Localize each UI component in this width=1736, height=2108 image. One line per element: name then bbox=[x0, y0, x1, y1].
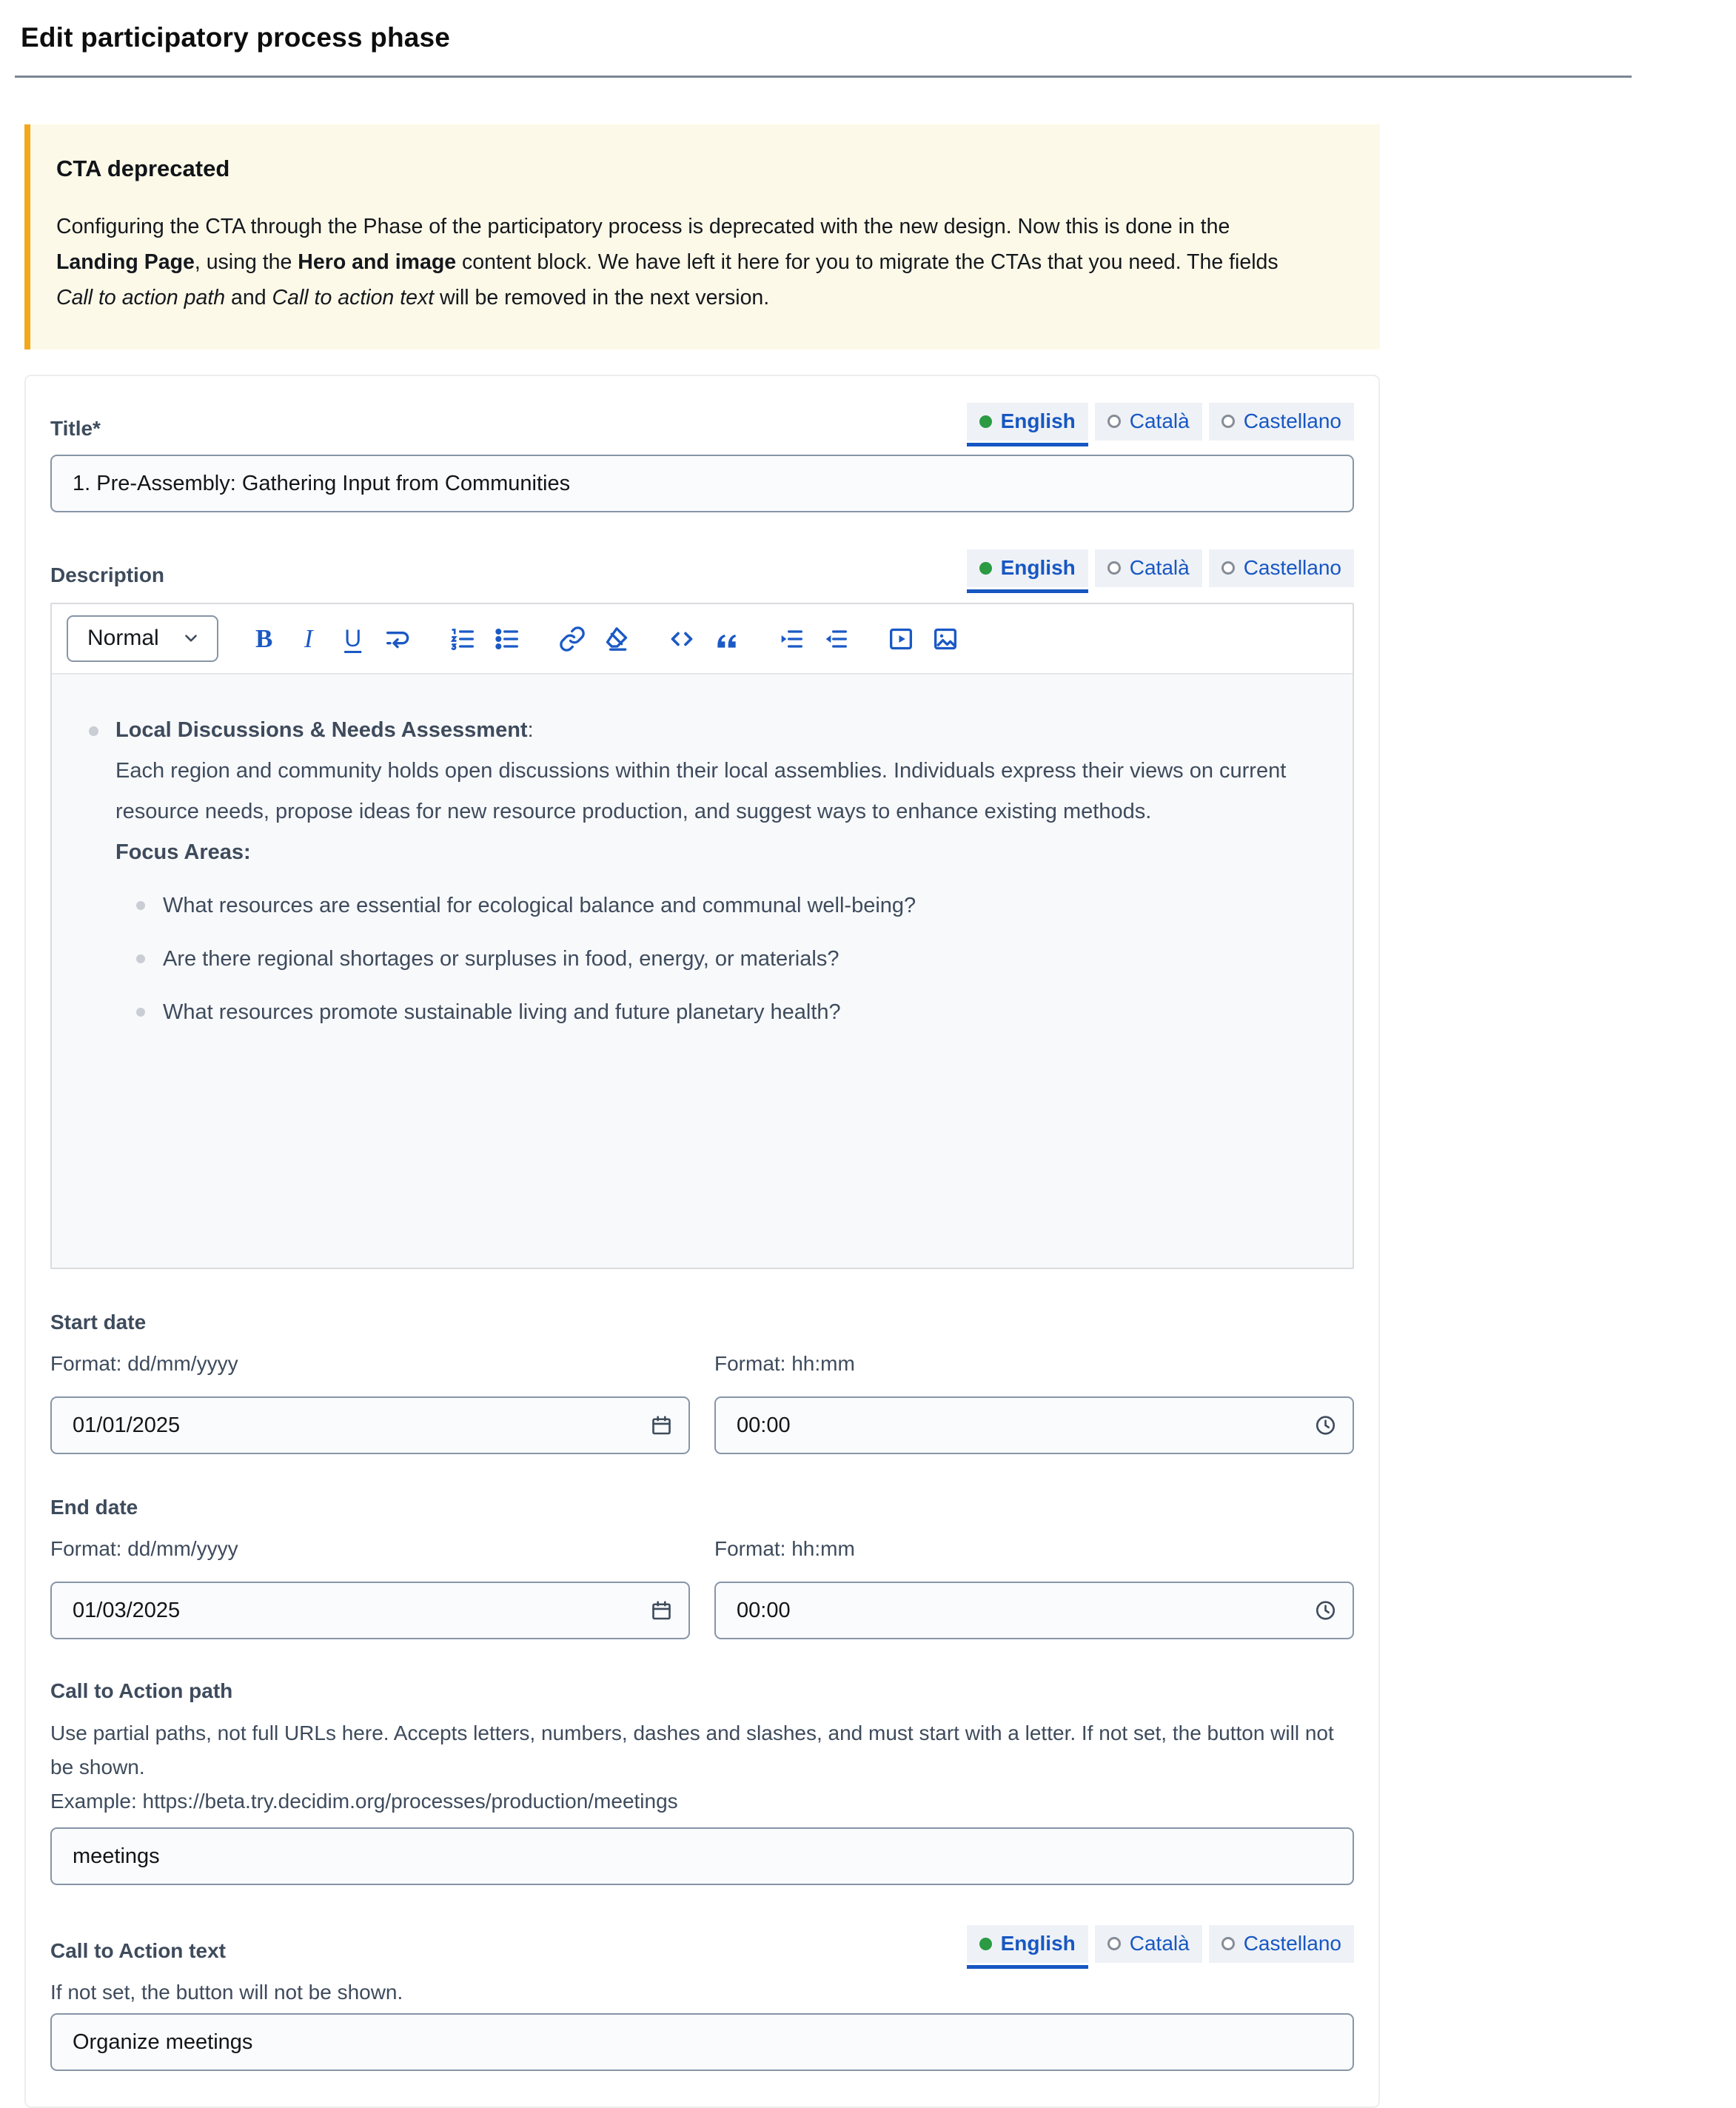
callout-title: CTA deprecated bbox=[56, 155, 230, 181]
insert-image-button[interactable] bbox=[926, 620, 965, 658]
nested-list bbox=[115, 886, 1320, 1033]
cta-path-input[interactable] bbox=[50, 1827, 1354, 1885]
cta-text-help: If not set, the button will not be shown. bbox=[50, 1981, 403, 2004]
cta-text-input[interactable] bbox=[50, 2013, 1354, 2071]
language-tab-label: English bbox=[1000, 409, 1076, 432]
list-item bbox=[87, 710, 1320, 1033]
language-tab-catala[interactable] bbox=[1095, 549, 1202, 587]
italic-icon: I bbox=[304, 623, 313, 653]
title-label: Title* bbox=[50, 417, 101, 440]
start-date-label: Start date bbox=[50, 1311, 147, 1334]
start-time-input[interactable] bbox=[714, 1396, 1354, 1454]
end-time-format-hint: Format: hh:mm bbox=[714, 1537, 855, 1560]
cta-text-label: Call to Action text bbox=[50, 1939, 226, 1962]
end-date-input[interactable] bbox=[50, 1582, 690, 1639]
description-language-selector bbox=[967, 549, 1354, 587]
nested-list-item: Are there regional shortages or surpluses in food, energy, or materials? bbox=[136, 939, 1320, 980]
end-time-input[interactable] bbox=[714, 1582, 1354, 1639]
bold-icon: B bbox=[255, 623, 273, 653]
italic-button[interactable] bbox=[289, 620, 328, 658]
list-item-bold-text: Local Discussions & Needs Assessment bbox=[115, 718, 528, 742]
bullet-list-button[interactable] bbox=[488, 620, 526, 658]
language-tab-english[interactable] bbox=[967, 1925, 1088, 1963]
video-icon bbox=[886, 624, 916, 654]
title-language-selector bbox=[967, 403, 1354, 441]
indent-decrease-button[interactable] bbox=[817, 620, 855, 658]
callout-bold-landing-page: Landing Page bbox=[56, 250, 195, 274]
callout-italic-cta-path: Call to action path bbox=[56, 286, 226, 309]
start-date-format-hint: Format: dd/mm/yyyy bbox=[50, 1352, 238, 1375]
start-time-format-hint: Format: hh:mm bbox=[714, 1352, 855, 1375]
selected-language-dot-icon bbox=[979, 562, 992, 575]
cta-path-example: Example: https://beta.try.decidim.org/processes/production/meetings bbox=[50, 1790, 678, 1813]
callout-text: , using the bbox=[194, 250, 298, 274]
list-item-text: : bbox=[527, 718, 534, 742]
indent-increase-button[interactable] bbox=[772, 620, 811, 658]
language-tab-label: Castellano bbox=[1243, 556, 1341, 579]
callout-text: and bbox=[225, 286, 272, 309]
calendar-icon[interactable] bbox=[649, 1599, 674, 1623]
indent-decrease-icon bbox=[821, 624, 851, 654]
callout-text: Configuring the CTA through the Phase of the participatory process is deprecated with the new design. Now this is done in the bbox=[56, 215, 1230, 238]
chevron-down-icon bbox=[181, 629, 201, 648]
cta-text-language-selector bbox=[967, 1925, 1354, 1963]
header-divider bbox=[15, 76, 1632, 78]
underline-button[interactable] bbox=[334, 620, 372, 658]
clock-icon[interactable] bbox=[1313, 1413, 1338, 1438]
unselected-language-radio-icon bbox=[1107, 1937, 1121, 1950]
language-tab-catala[interactable] bbox=[1095, 1925, 1202, 1963]
language-tab-english[interactable] bbox=[967, 549, 1088, 587]
callout-body bbox=[56, 209, 1315, 315]
list-item-paragraph: Each region and community holds open discussions within their local assemblies. Individuals express their views on current resource needs, propose ideas for new resource production, and suggest ways to enhance existing methods. bbox=[115, 759, 1287, 823]
callout-text: content block. We have left it here for you to migrate the CTAs that you need. The fields bbox=[456, 250, 1278, 274]
underline-icon: U bbox=[344, 625, 362, 652]
image-icon bbox=[931, 624, 960, 654]
nested-list-item: What resources promote sustainable living and future planetary health? bbox=[136, 992, 1320, 1033]
code-icon bbox=[667, 624, 697, 654]
nested-list-item: What resources are essential for ecological balance and communal well-being? bbox=[136, 886, 1320, 926]
callout-bold-hero-and-image: Hero and image bbox=[298, 250, 457, 274]
callout-text: will be removed in the next version. bbox=[434, 286, 770, 309]
language-tab-castellano[interactable] bbox=[1209, 1925, 1354, 1963]
language-tab-label: English bbox=[1000, 1932, 1076, 1955]
language-tab-english[interactable] bbox=[967, 403, 1088, 441]
selected-language-dot-icon bbox=[979, 1938, 992, 1950]
selected-language-dot-icon bbox=[979, 415, 992, 428]
blockquote-icon bbox=[711, 624, 741, 654]
embed-video-button[interactable] bbox=[882, 620, 920, 658]
ordered-list-button[interactable] bbox=[443, 620, 482, 658]
edit-phase-form bbox=[24, 375, 1380, 2108]
language-tab-catala[interactable] bbox=[1095, 403, 1202, 441]
page-title: Edit participatory process phase bbox=[21, 22, 451, 53]
editor-toolbar bbox=[52, 604, 1353, 673]
paragraph-style-value: Normal bbox=[87, 626, 159, 650]
clear-format-button[interactable] bbox=[597, 620, 636, 658]
cta-deprecated-callout bbox=[24, 124, 1380, 349]
cta-path-label: Call to Action path bbox=[50, 1679, 233, 1702]
end-date-label: End date bbox=[50, 1496, 138, 1519]
language-tab-label: Català bbox=[1129, 1932, 1190, 1955]
description-label: Description bbox=[50, 563, 165, 586]
line-break-button[interactable] bbox=[378, 620, 417, 658]
link-button[interactable] bbox=[553, 620, 591, 658]
focus-areas-heading: Focus Areas: bbox=[115, 840, 251, 864]
end-date-format-hint: Format: dd/mm/yyyy bbox=[50, 1537, 238, 1560]
bold-button[interactable] bbox=[245, 620, 284, 658]
unselected-language-radio-icon bbox=[1107, 561, 1121, 575]
calendar-icon[interactable] bbox=[649, 1413, 674, 1438]
bullet-list-icon bbox=[492, 624, 522, 654]
blockquote-button[interactable] bbox=[707, 620, 745, 658]
language-tab-label: English bbox=[1000, 556, 1076, 579]
link-icon bbox=[557, 624, 587, 654]
language-tab-label: Català bbox=[1129, 556, 1190, 579]
description-rich-text-editor bbox=[50, 603, 1354, 1269]
language-tab-castellano[interactable] bbox=[1209, 549, 1354, 587]
language-tab-label: Castellano bbox=[1243, 409, 1341, 432]
paragraph-style-select[interactable] bbox=[67, 615, 218, 662]
cta-path-help: Use partial paths, not full URLs here. Accepts letters, numbers, dashes and slashes, and must start with a letter. If not set, the button will not be shown. bbox=[50, 1721, 1334, 1779]
line-break-icon bbox=[383, 624, 412, 654]
unselected-language-radio-icon bbox=[1221, 1937, 1235, 1950]
title-input[interactable] bbox=[50, 455, 1354, 512]
clock-icon[interactable] bbox=[1313, 1599, 1338, 1623]
ordered-list-icon bbox=[448, 624, 477, 654]
callout-italic-cta-text: Call to action text bbox=[272, 286, 435, 309]
language-tab-castellano[interactable] bbox=[1209, 403, 1354, 441]
language-tab-label: Castellano bbox=[1243, 1932, 1341, 1955]
eraser-icon bbox=[602, 624, 631, 654]
language-tab-label: Català bbox=[1129, 409, 1190, 432]
description-editable-area[interactable] bbox=[52, 673, 1353, 1268]
unselected-language-radio-icon bbox=[1221, 415, 1235, 428]
start-date-input[interactable] bbox=[50, 1396, 690, 1454]
code-button[interactable] bbox=[663, 620, 701, 658]
unselected-language-radio-icon bbox=[1221, 561, 1235, 575]
unselected-language-radio-icon bbox=[1107, 415, 1121, 428]
indent-increase-icon bbox=[777, 624, 806, 654]
